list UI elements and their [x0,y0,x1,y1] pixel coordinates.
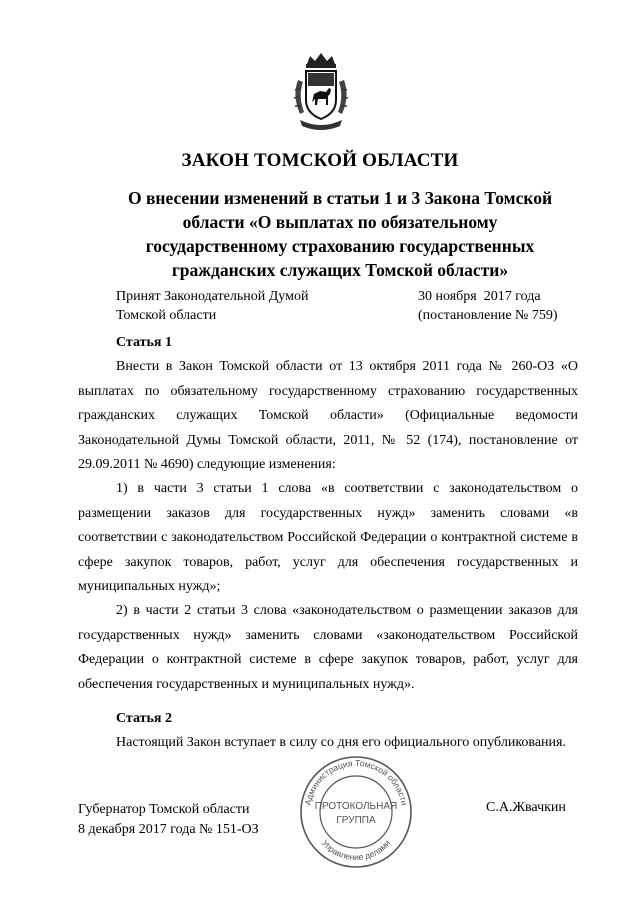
resolution-number: (постановление № 759) [418,308,558,323]
official-stamp [298,754,414,870]
signatory-name: С.А.Жвачкин [486,800,566,815]
adopted-date: 30 ноября 2017 года [418,289,541,304]
svg-text:Управление делами [320,838,392,862]
stamp-inner-line-1: ПРОТОКОЛЬНАЯ [314,801,398,812]
article-1-item-1: 1) в части 3 статьи 1 слова «в соответствии с законодательством о размещении заказов для государственных нужд» заменить словами «в соответствии с законодательством Российской Федерации о контрактной системе в сфере закупок товаров, работ, услуг для обеспечения государственных и муниципальных нужд»; [78,481,578,594]
signature-block [78,800,259,840]
adopted-date-block [418,287,558,325]
law-title: ЗАКОН ТОМСКОЙ ОБЛАСТИ [181,150,459,171]
adopted-by [116,287,308,325]
stamp-outer-top: Администрация Томской области [302,757,410,807]
subject-line: государственному страхованию государственных [145,236,535,256]
article-2-text: Настоящий Закон вступает в силу со дня его официального опубликования. [116,735,566,750]
stamp-outer-bottom: Управление делами [319,837,393,863]
adopted-by-line: Принят Законодательной Думой [116,289,309,304]
law-subject [80,186,600,282]
svg-text:Администрация Томской области [302,758,409,806]
article-1-heading: Статья 1 [116,335,172,350]
article-2-heading: Статья 2 [116,711,172,726]
adopted-by-line: Томской области [116,308,217,323]
subject-line: О внесении изменений в статьи 1 и 3 Закона Томской [127,188,553,208]
article-1-intro: Внести в Закон Томской области от 13 октября 2011 года № 260-ОЗ «О выплатах по обязательному государственному страхованию государственных гражданских служащих Томской области» (Официальные ведомости Законодательной Думы Томской области, 2011, № 52 (174), постановление от 29.09.2011 № 4690) следующие изменения: [78,359,578,472]
stamp-inner-line-2: ГРУППА [336,815,376,826]
subject-line: области «О выплатах по обязательному [182,212,498,232]
subject-line: гражданских служащих Томской области» [171,260,509,280]
coat-of-arms-icon [290,50,352,134]
signatory-position: Губернатор Томской области [78,802,250,817]
law-date-number: 8 декабря 2017 года № 151-ОЗ [78,822,259,837]
article-1-item-2: 2) в части 2 статьи 3 слова «законодательством о размещении заказов для государственных нужд» заменить словами «законодательством Российской Федерации о контрактной системе в сфере закупок товаров, работ, услуг для обеспечения государственных и муниципальных нужд». [78,603,578,692]
